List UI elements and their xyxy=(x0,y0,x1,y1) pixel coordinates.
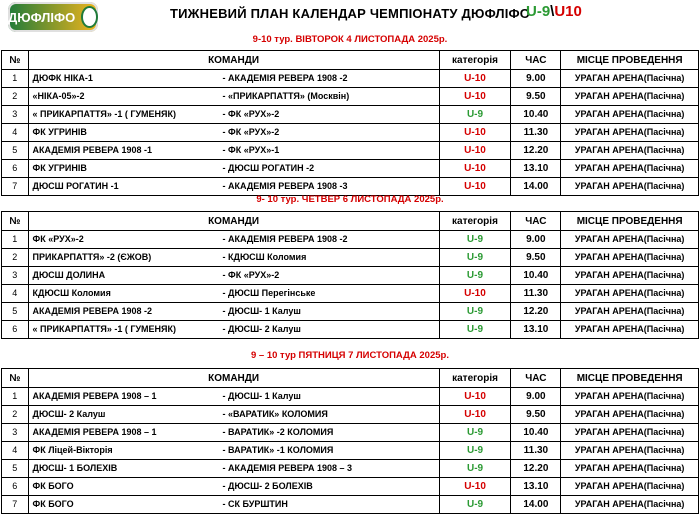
match-teams xyxy=(28,124,439,142)
home-team: « ПРИКАРПАТТЯ» -1 ( ГУМЕНЯК) xyxy=(32,109,177,119)
schedule-table xyxy=(1,368,699,514)
table-row xyxy=(2,231,699,249)
home-team: ФК БОГО xyxy=(32,499,74,509)
match-teams xyxy=(28,478,439,496)
match-venue: УРАГАН АРЕНА(Пасічна) xyxy=(561,106,699,124)
home-team: АКАДЕМІЯ РЕВЕРА 1908 -2 xyxy=(32,306,152,316)
away-team: - ФК «РУХ»-2 xyxy=(222,270,280,280)
match-teams xyxy=(28,160,439,178)
match-number: 7 xyxy=(2,178,29,196)
match-time: 12.20 xyxy=(511,460,561,478)
away-team: - ДЮСШ- 1 Калуш xyxy=(222,391,301,401)
home-team: КДЮСШ Коломия xyxy=(32,288,111,298)
match-category: U-9 xyxy=(439,267,511,285)
table-row xyxy=(2,178,699,196)
table-row xyxy=(2,478,699,496)
table-row xyxy=(2,460,699,478)
table-row xyxy=(2,442,699,460)
table-row xyxy=(2,267,699,285)
match-number: 5 xyxy=(2,460,29,478)
home-team: ДЮСШ РОГАТИН -1 xyxy=(32,181,119,191)
col-category-header: категорія xyxy=(439,369,511,388)
match-category: U-9 xyxy=(439,424,511,442)
schedule-table xyxy=(1,211,699,339)
col-place-header: МІСЦЕ ПРОВЕДЕННЯ xyxy=(561,51,699,70)
match-number: 2 xyxy=(2,249,29,267)
dyuflifo-logo xyxy=(8,2,98,32)
match-venue: УРАГАН АРЕНА(Пасічна) xyxy=(561,442,699,460)
match-number: 4 xyxy=(2,442,29,460)
home-team: АКАДЕМІЯ РЕВЕРА 1908 – 1 xyxy=(32,391,157,401)
match-time: 14.00 xyxy=(511,178,561,196)
match-time: 13.10 xyxy=(511,478,561,496)
match-number: 6 xyxy=(2,321,29,339)
col-place-header: МІСЦЕ ПРОВЕДЕННЯ xyxy=(561,212,699,231)
table-row xyxy=(2,496,699,514)
home-team: ФК УГРИНІВ xyxy=(32,127,87,137)
col-teams-header: КОМАНДИ xyxy=(28,51,439,70)
away-team: - ДЮСШ- 1 Калуш xyxy=(222,306,301,316)
match-time: 12.20 xyxy=(511,303,561,321)
match-time: 9.00 xyxy=(511,70,561,88)
match-time: 9.50 xyxy=(511,406,561,424)
match-time: 9.50 xyxy=(511,249,561,267)
home-team: «НІКА-05»-2 xyxy=(32,91,85,101)
match-number: 6 xyxy=(2,160,29,178)
col-teams-header: КОМАНДИ xyxy=(28,369,439,388)
match-venue: УРАГАН АРЕНА(Пасічна) xyxy=(561,249,699,267)
match-venue: УРАГАН АРЕНА(Пасічна) xyxy=(561,88,699,106)
match-venue: УРАГАН АРЕНА(Пасічна) xyxy=(561,124,699,142)
match-category: U-9 xyxy=(439,106,511,124)
match-number: 1 xyxy=(2,388,29,406)
match-category: U-10 xyxy=(439,70,511,88)
match-teams xyxy=(28,303,439,321)
match-number: 2 xyxy=(2,88,29,106)
table-row xyxy=(2,124,699,142)
match-category: U-10 xyxy=(439,285,511,303)
table-row xyxy=(2,70,699,88)
match-time: 10.40 xyxy=(511,267,561,285)
match-category: U-10 xyxy=(439,388,511,406)
match-category: U-9 xyxy=(439,442,511,460)
away-team: - ДЮСШ РОГАТИН -2 xyxy=(222,163,315,173)
match-venue: УРАГАН АРЕНА(Пасічна) xyxy=(561,178,699,196)
match-venue: УРАГАН АРЕНА(Пасічна) xyxy=(561,424,699,442)
away-team: - АКАДЕМІЯ РЕВЕРА 1908 – 3 xyxy=(222,463,352,473)
match-number: 3 xyxy=(2,267,29,285)
match-venue: УРАГАН АРЕНА(Пасічна) xyxy=(561,285,699,303)
away-team: - ФК «РУХ»-2 xyxy=(222,127,280,137)
match-number: 5 xyxy=(2,142,29,160)
match-venue: УРАГАН АРЕНА(Пасічна) xyxy=(561,142,699,160)
table-row xyxy=(2,106,699,124)
match-category: U-9 xyxy=(439,231,511,249)
home-team: ДЮСШ- 2 Калуш xyxy=(32,409,106,419)
match-teams xyxy=(28,285,439,303)
away-team: - «ПРИКАРПАТТЯ» (Москвін) xyxy=(222,91,350,101)
match-teams xyxy=(28,249,439,267)
away-team: - АКАДЕМІЯ РЕВЕРА 1908 -2 xyxy=(222,73,348,83)
match-venue: УРАГАН АРЕНА(Пасічна) xyxy=(561,321,699,339)
match-teams xyxy=(28,267,439,285)
away-team: - ВАРАТИК» -1 КОЛОМИЯ xyxy=(222,445,334,455)
table-row xyxy=(2,388,699,406)
table-row xyxy=(2,142,699,160)
table-header-row xyxy=(2,51,699,70)
match-teams xyxy=(28,142,439,160)
match-teams xyxy=(28,178,439,196)
table-header-row xyxy=(2,212,699,231)
home-team: ФК БОГО xyxy=(32,481,74,491)
match-number: 5 xyxy=(2,303,29,321)
match-category: U-10 xyxy=(439,406,511,424)
home-team: ДЮСШ- 1 БОЛЕХІВ xyxy=(32,463,118,473)
match-category: U-10 xyxy=(439,142,511,160)
logo-text: ДЮФЛІФО xyxy=(8,9,76,25)
match-teams xyxy=(28,496,439,514)
match-teams xyxy=(28,424,439,442)
col-num-header: № xyxy=(2,212,29,231)
match-category: U-10 xyxy=(439,88,511,106)
away-team: - ВАРАТИК» -2 КОЛОМИЯ xyxy=(222,427,334,437)
match-category: U-9 xyxy=(439,321,511,339)
match-teams xyxy=(28,388,439,406)
match-venue: УРАГАН АРЕНА(Пасічна) xyxy=(561,303,699,321)
match-number: 4 xyxy=(2,285,29,303)
match-category: U-9 xyxy=(439,460,511,478)
football-icon xyxy=(81,6,98,28)
match-venue: УРАГАН АРЕНА(Пасічна) xyxy=(561,478,699,496)
match-time: 9.50 xyxy=(511,88,561,106)
match-number: 1 xyxy=(2,231,29,249)
col-teams-header: КОМАНДИ xyxy=(28,212,439,231)
home-team: ФК «РУХ»-2 xyxy=(32,234,84,244)
match-number: 6 xyxy=(2,478,29,496)
category-u10: U10 xyxy=(554,3,582,20)
match-teams xyxy=(28,231,439,249)
away-team: - ДЮСШ Перегінське xyxy=(222,288,316,298)
home-team: ПРИКАРПАТТЯ» -2 (ЄЖОВ) xyxy=(32,252,152,262)
col-num-header: № xyxy=(2,369,29,388)
match-venue: УРАГАН АРЕНА(Пасічна) xyxy=(561,231,699,249)
match-category: U-9 xyxy=(439,496,511,514)
match-category: U-10 xyxy=(439,178,511,196)
match-category: U-10 xyxy=(439,160,511,178)
match-time: 11.30 xyxy=(511,442,561,460)
section-title: 9- 10 тур. ЧЕТВЕР 6 ЛИСТОПАДА 2025р. xyxy=(256,194,444,205)
table-row xyxy=(2,249,699,267)
match-category: U-9 xyxy=(439,249,511,267)
home-team: АКАДЕМІЯ РЕВЕРА 1908 – 1 xyxy=(32,427,157,437)
match-venue: УРАГАН АРЕНА(Пасічна) xyxy=(561,496,699,514)
match-category: U-10 xyxy=(439,124,511,142)
away-team: - АКАДЕМІЯ РЕВЕРА 1908 -2 xyxy=(222,234,348,244)
match-number: 1 xyxy=(2,70,29,88)
category-separator: \ xyxy=(550,3,555,20)
away-team: - ДЮСШ- 2 БОЛЕХІВ xyxy=(222,481,313,491)
section-title: 9 – 10 тур ПЯТНИЦЯ 7 ЛИСТОПАДА 2025р. xyxy=(251,350,449,361)
page-header xyxy=(0,0,700,32)
match-teams xyxy=(28,106,439,124)
match-number: 3 xyxy=(2,424,29,442)
table-row xyxy=(2,88,699,106)
match-teams xyxy=(28,406,439,424)
match-teams xyxy=(28,70,439,88)
match-venue: УРАГАН АРЕНА(Пасічна) xyxy=(561,70,699,88)
home-team: ДЮФК НІКА-1 xyxy=(32,73,93,83)
match-time: 14.00 xyxy=(511,496,561,514)
match-venue: УРАГАН АРЕНА(Пасічна) xyxy=(561,160,699,178)
match-time: 12.20 xyxy=(511,142,561,160)
col-time-header: ЧАС xyxy=(511,51,561,70)
match-time: 10.40 xyxy=(511,424,561,442)
match-time: 9.00 xyxy=(511,388,561,406)
away-team: - ФК «РУХ»-2 xyxy=(222,109,280,119)
match-teams xyxy=(28,88,439,106)
match-number: 2 xyxy=(2,406,29,424)
table-row xyxy=(2,406,699,424)
table-row xyxy=(2,303,699,321)
col-category-header: категорія xyxy=(439,212,511,231)
match-teams xyxy=(28,442,439,460)
away-team: - КДЮСШ Коломия xyxy=(222,252,307,262)
away-team: - АКАДЕМІЯ РЕВЕРА 1908 -3 xyxy=(222,181,348,191)
match-time: 13.10 xyxy=(511,321,561,339)
match-time: 10.40 xyxy=(511,106,561,124)
match-venue: УРАГАН АРЕНА(Пасічна) xyxy=(561,267,699,285)
match-time: 11.30 xyxy=(511,285,561,303)
away-team: - «ВАРАТИК» КОЛОМИЯ xyxy=(222,409,328,419)
match-teams xyxy=(28,460,439,478)
away-team: - СК БУРШТИН xyxy=(222,499,288,509)
col-time-header: ЧАС xyxy=(511,369,561,388)
match-venue: УРАГАН АРЕНА(Пасічна) xyxy=(561,460,699,478)
home-team: ФК Ліцей-Вікторія xyxy=(32,445,113,455)
match-venue: УРАГАН АРЕНА(Пасічна) xyxy=(561,388,699,406)
match-time: 9.00 xyxy=(511,231,561,249)
col-time-header: ЧАС xyxy=(511,212,561,231)
match-number: 4 xyxy=(2,124,29,142)
col-category-header: категорія xyxy=(439,51,511,70)
col-place-header: МІСЦЕ ПРОВЕДЕННЯ xyxy=(561,369,699,388)
away-team: - ФК «РУХ»-1 xyxy=(222,145,280,155)
match-category: U-10 xyxy=(439,478,511,496)
category-heading xyxy=(526,3,582,20)
table-header-row xyxy=(2,369,699,388)
table-row xyxy=(2,285,699,303)
home-team: АКАДЕМІЯ РЕВЕРА 1908 -1 xyxy=(32,145,152,155)
match-venue: УРАГАН АРЕНА(Пасічна) xyxy=(561,406,699,424)
match-number: 7 xyxy=(2,496,29,514)
home-team: ДЮСШ ДОЛИНА xyxy=(32,270,106,280)
col-num-header: № xyxy=(2,51,29,70)
table-row xyxy=(2,321,699,339)
match-teams xyxy=(28,321,439,339)
home-team: « ПРИКАРПАТТЯ» -1 ( ГУМЕНЯК) xyxy=(32,324,177,334)
category-u9: U-9 xyxy=(526,3,551,20)
page-title: ТИЖНЕВИЙ ПЛАН КАЛЕНДАР ЧЕМПІОНАТУ ДЮФЛІФО xyxy=(170,6,531,21)
match-time: 11.30 xyxy=(511,124,561,142)
home-team: ФК УГРИНІВ xyxy=(32,163,87,173)
match-number: 3 xyxy=(2,106,29,124)
table-row xyxy=(2,160,699,178)
match-category: U-9 xyxy=(439,303,511,321)
section-title: 9-10 тур. ВІВТОРОК 4 ЛИСТОПАДА 2025р. xyxy=(252,34,448,45)
away-team: - ДЮСШ- 2 Калуш xyxy=(222,324,301,334)
table-row xyxy=(2,424,699,442)
match-time: 13.10 xyxy=(511,160,561,178)
schedule-table xyxy=(1,50,699,196)
